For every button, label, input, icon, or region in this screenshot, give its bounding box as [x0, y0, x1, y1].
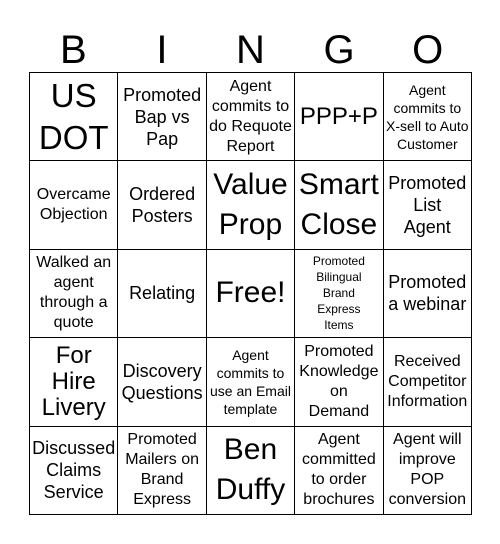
bingo-header: [29, 28, 472, 72]
bingo-cell[interactable]: [207, 73, 295, 161]
bingo-cell[interactable]: [295, 338, 383, 426]
bingo-cell-text: Agent will improve POP conversion: [388, 431, 466, 509]
bingo-cell-text: Ordered Posters: [129, 184, 196, 227]
bingo-cell[interactable]: [30, 73, 118, 161]
bingo-cell-text: Relating: [129, 283, 196, 304]
bingo-cell[interactable]: [30, 427, 118, 515]
bingo-cell[interactable]: [384, 161, 472, 249]
bingo-cell[interactable]: [207, 338, 295, 426]
header-letter-b: B: [59, 28, 87, 72]
bingo-cell-text: Promoted a webinar: [388, 272, 467, 315]
bingo-cell-text: Promoted List Agent: [388, 173, 467, 238]
bingo-cell-text: Free!: [215, 276, 286, 310]
bingo-cell-text: Received Competitor Information: [387, 352, 468, 410]
header-letter-g: G: [323, 28, 355, 72]
bingo-cell[interactable]: [118, 427, 206, 515]
bingo-cell[interactable]: [207, 250, 295, 338]
bingo-cell-text: US DOT: [38, 76, 109, 156]
bingo-cell-text: Agent commits to do Requote Report: [209, 77, 292, 155]
bingo-cell[interactable]: [30, 338, 118, 426]
bingo-cell-text: Agent commits to use an Email template: [210, 346, 291, 417]
bingo-cell[interactable]: [295, 250, 383, 338]
bingo-board: [29, 72, 472, 515]
bingo-cell[interactable]: [30, 250, 118, 338]
bingo-cell-text: Walked an agent through a quote: [36, 254, 112, 332]
bingo-cell-text: Agent commits to X-sell to Auto Customer: [386, 81, 469, 152]
bingo-cell-text: For Hire Livery: [41, 341, 106, 421]
bingo-cell-text: PPP+P: [299, 102, 378, 130]
bingo-cell-text: Discovery Questions: [121, 360, 203, 403]
bingo-cell[interactable]: [118, 250, 206, 338]
header-letter-o: O: [412, 28, 444, 72]
bingo-cell[interactable]: [384, 338, 472, 426]
bingo-cell[interactable]: [30, 161, 118, 249]
bingo-cell-text: Agent committed to order brochures: [301, 431, 376, 509]
bingo-cell-text: Promoted Mailers on Brand Express: [125, 431, 199, 509]
bingo-cell[interactable]: [207, 161, 295, 249]
header-letter-i: I: [156, 28, 168, 72]
bingo-cell[interactable]: [295, 427, 383, 515]
bingo-cell-text: Smart Close: [298, 168, 379, 242]
bingo-cell-text: Promoted Bilingual Brand Express Items: [312, 254, 365, 333]
bingo-cell-text: Ben Duffy: [215, 433, 286, 507]
bingo-cell[interactable]: [384, 73, 472, 161]
bingo-cell[interactable]: [295, 73, 383, 161]
bingo-cell[interactable]: [295, 161, 383, 249]
bingo-cell[interactable]: [207, 427, 295, 515]
bingo-cell[interactable]: [118, 161, 206, 249]
bingo-cell[interactable]: [384, 427, 472, 515]
bingo-cell-text: Promoted Bap vs Pap: [123, 84, 202, 149]
bingo-cell[interactable]: [384, 250, 472, 338]
bingo-cell-text: Promoted Knowledge on Demand: [299, 342, 379, 420]
bingo-cell-text: Value Prop: [213, 168, 288, 242]
bingo-cell-text: Overcame Objection: [36, 186, 111, 224]
bingo-cell[interactable]: [118, 73, 206, 161]
bingo-cell[interactable]: [118, 338, 206, 426]
header-letter-n: N: [236, 28, 265, 72]
bingo-cell-text: Discussed Claims Service: [32, 438, 116, 503]
